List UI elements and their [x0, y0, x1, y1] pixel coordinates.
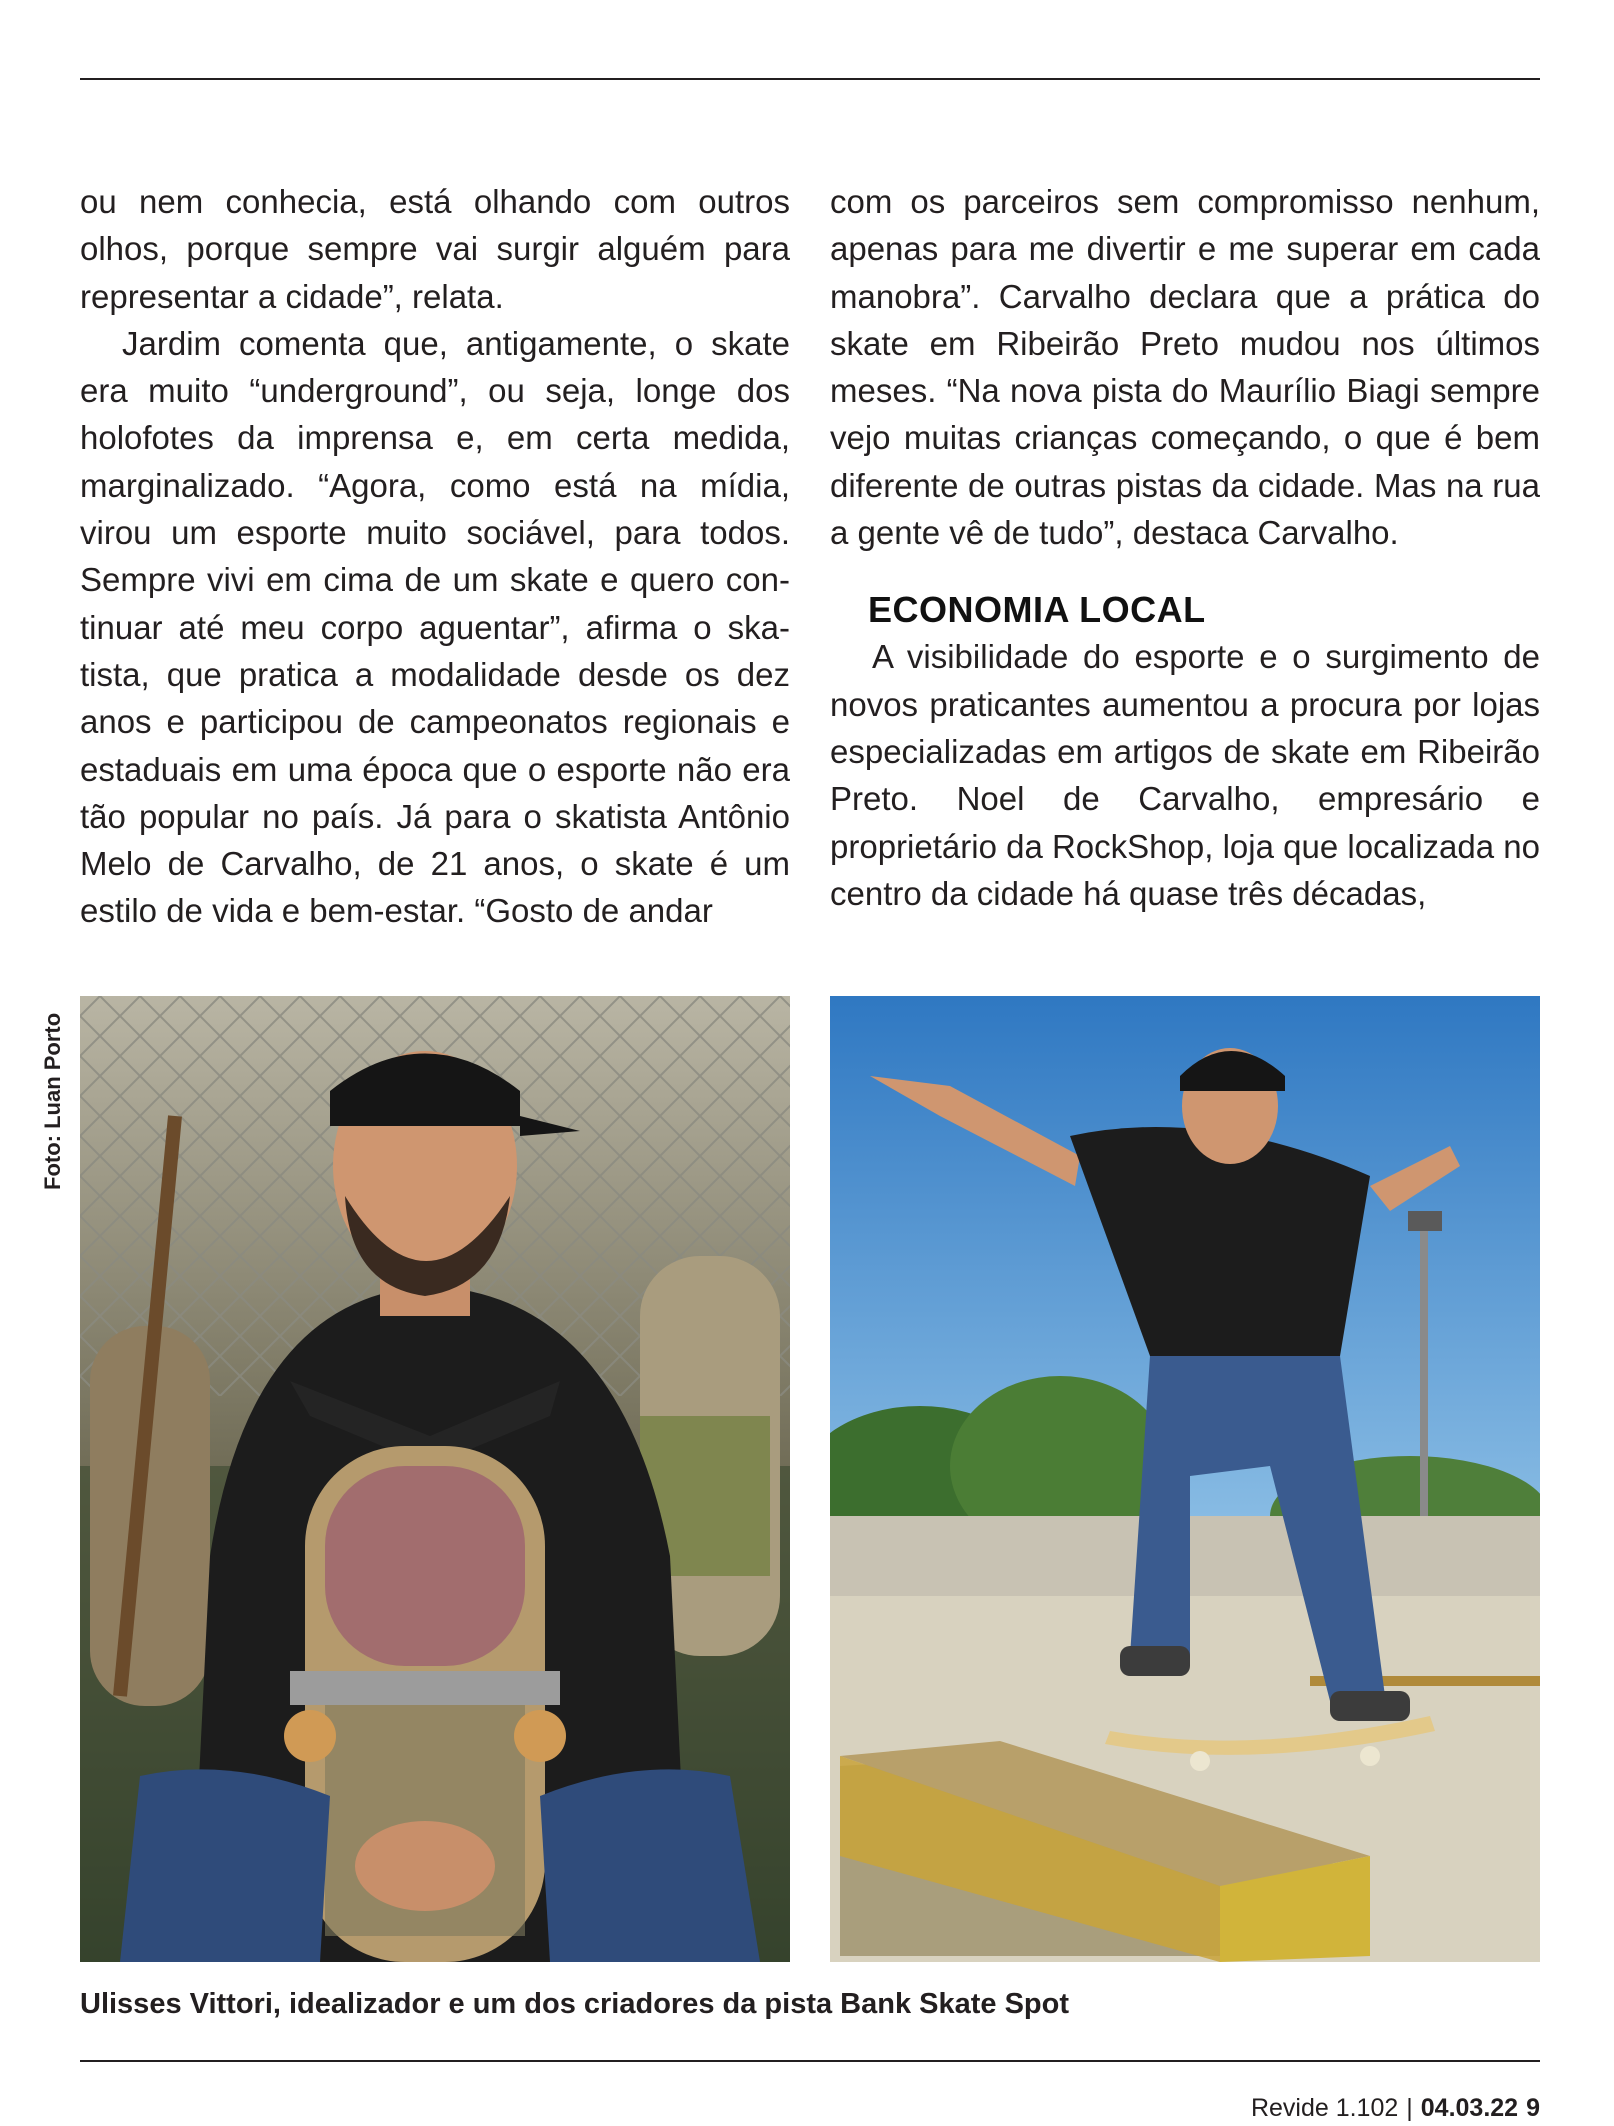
photo-caption: Ulisses Vittori, idealizador e um dos criadores da pista Bank Skate Spot — [80, 1988, 1070, 2020]
action-photo-illustration — [830, 996, 1540, 1962]
article-left-column — [80, 178, 790, 935]
portrait-photo — [80, 996, 790, 1962]
issue-date: 04.03.22 — [1420, 2094, 1519, 2122]
action-photo — [830, 996, 1540, 1962]
top-rule — [80, 78, 1540, 80]
magazine-issue: Revide 1.102 — [1250, 2094, 1399, 2122]
page-footer — [1251, 2093, 1540, 2123]
paragraph: Jardim comenta que, antigamente, o skate era muito “underground”, ou seja, longe dos holofotes da imprensa e, em certa medida, marginalizado. “Agora, como está na mídia, virou um esporte muito sociável, para todos. Sempre vivi em cima de um skate e quero continuar até meu corpo aguentar”, afirma o skatista, que pratica a modalidade desde os dez anos e participou de campeonatos regionais e estaduais em uma época que o esporte não era tão popular no país. Já para o skatista Antônio Melo de Carvalho, de 21 anos, o skate é um estilo de vida e bem-estar. “Gosto de andar — [80, 324, 790, 930]
portrait-photo-illustration — [80, 996, 790, 1962]
section-heading: ECONOMIA LOCAL — [868, 589, 1206, 631]
footer-separator: | — [1406, 2094, 1413, 2122]
paragraph: ou nem conhecia, está olhando com outros olhos, porque sempre vai surgir alguém para representar a cidade”, relata. — [80, 183, 790, 315]
article-right-column — [830, 178, 1540, 917]
bottom-rule — [80, 2060, 1540, 2062]
paragraph: A visibilidade do esporte e o surgimento de novos praticantes aumentou a procura por lojas especializadas em artigos de skate em Ribeirão Preto. Noel de Carvalho, empresário e proprietário da RockShop, loja que localizada no centro da cidade há quase três décadas, — [830, 638, 1540, 912]
photo-credit: Foto: Luan Porto — [40, 1012, 65, 1190]
paragraph: com os parceiros sem compromisso nenhum, apenas para me divertir e me superar em cada manobra”. Carvalho declara que a prática do skate em Ribeirão Preto mudou nos últimos meses. “Na nova pista do Maurílio Biagi sempre vejo muitas crianças começando, o que é bem diferente de outras pistas da cidade. Mas na rua a gente vê de tudo”, destaca Carvalho. — [830, 183, 1540, 552]
page-number: 9 — [1526, 2094, 1540, 2122]
